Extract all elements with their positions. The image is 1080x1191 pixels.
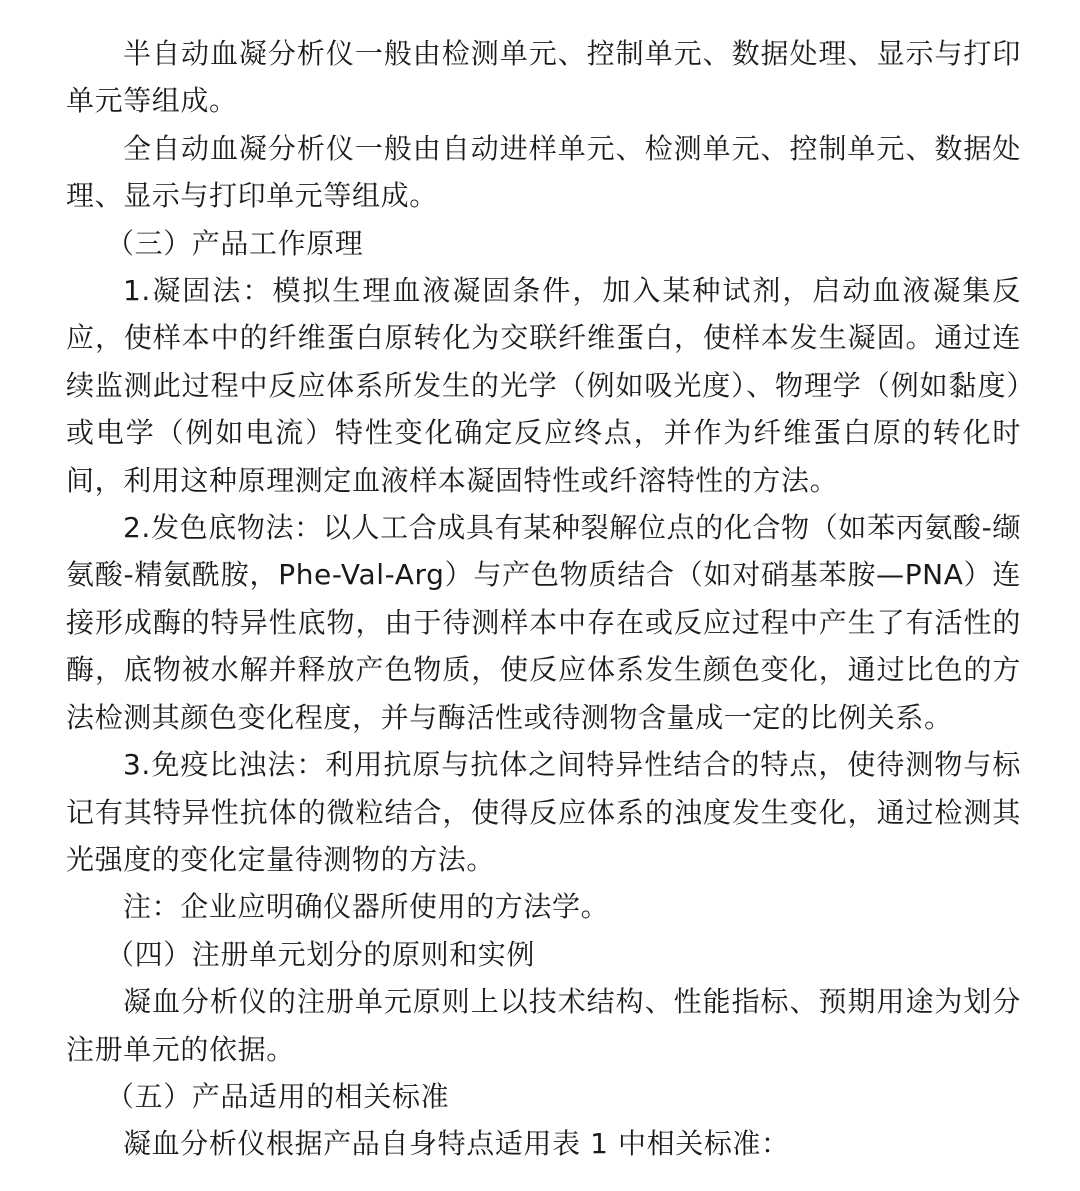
paragraph-full-auto-components: 全自动血凝分析仪一般由自动进样单元、检测单元、控制单元、数据处理、显示与打印单元等组成。 <box>66 131 1021 213</box>
section-heading-working-principle: （三）产品工作原理 <box>106 226 364 260</box>
paragraph-chromogenic-method: 2.发色底物法：以人工合成具有某种裂解位点的化合物（如苯丙氨酸-缬氨酸-精氨酰胺，Phe-Val-Arg）与产色物质结合（如对硝基苯胺—PNA）连接形成酶的特异性底物，由于待测样本中存在或反应过程中产生了有活性的酶，底物被水解并释放产色物质，使反应体系发生颜色变化，通过比色的方法检测其颜色变化程度，并与酶活性或待测物含量成一定的比例关系。 <box>66 511 1021 734</box>
paragraph-note: 注：企业应明确仪器所使用的方法学。 <box>123 890 610 924</box>
paragraph-registration-units: 凝血分析仪的注册单元原则上以技术结构、性能指标、预期用途为划分注册单元的依据。 <box>66 985 1021 1066</box>
paragraph-clotting-method: 1.凝固法：模拟生理血液凝固条件，加入某种试剂，启动血液凝集反应，使样本中的纤维蛋白原转化为交联纤维蛋白，使样本发生凝固。通过连续监测此过程中反应体系所发生的光学（例如吸光度）、物理学（例如黏度）或电学（例如电流）特性变化确定反应终点，并作为纤维蛋白原的转化时间，利用这种原理测定血液样本凝固特性或纤溶特性的方法。 <box>66 274 1021 497</box>
paragraph-standards: 凝血分析仪根据产品自身特点适用表 1 中相关标准： <box>123 1127 790 1161</box>
paragraph-immunoturbidimetry: 3.免疫比浊法：利用抗原与抗体之间特异性结合的特点，使待测物与标记有其特异性抗体的微粒结合，使得反应体系的浊度发生变化，通过检测其光强度的变化定量待测物的方法。 <box>66 748 1021 876</box>
section-heading-standards: （五）产品适用的相关标准 <box>106 1079 450 1113</box>
document-page <box>66 30 1021 1168</box>
section-heading-registration-units: （四）注册单元划分的原则和实例 <box>106 937 536 971</box>
paragraph-semi-auto-components: 半自动血凝分析仪一般由检测单元、控制单元、数据处理、显示与打印单元等组成。 <box>66 37 1021 118</box>
